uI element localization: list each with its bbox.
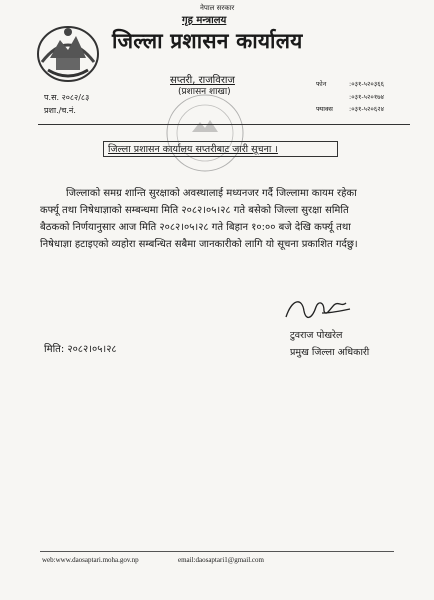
office-unit: (प्रशासन शाखा): [178, 87, 231, 97]
footer-divider: [40, 551, 394, 552]
body-line: जिल्लाको समग्र शान्ति सुरक्षाको अवस्थालाई मध्यनजर गर्दै जिल्लामा कायम रहेका: [66, 188, 357, 199]
office-address: सप्तरी, राजविराज: [170, 75, 235, 86]
header-divider: [38, 124, 410, 125]
ref-no: प.स. २०८२/८३: [44, 93, 90, 102]
notice-body: [40, 185, 398, 253]
body-line: निषेधाज्ञा हटाइएको व्यहोरा सम्बन्धित सबैमा जानकारीको लागि यो सूचना प्रकाशित गर्दछु।: [40, 239, 358, 250]
body-line: बैठकको निर्णयानुसार आज मिति २०८२।०५।२८ गते बिहान १०:०० बजे देखि कर्फ्यू तथा: [40, 222, 351, 233]
notice-subject: जिल्ला प्रशासन कार्यालय सप्तरीबाट जारी सूचना ।: [108, 144, 278, 155]
signer-name: टुवराज पोखरेल: [290, 330, 343, 341]
dispatch-no: प्रशा./च.नं.: [44, 106, 76, 115]
email-link[interactable]: email:daosaptari1@gmail.com: [178, 556, 264, 564]
handwritten-signature-icon: [282, 291, 354, 327]
signer-block: [290, 327, 369, 361]
phone-row: फोन :०३१-५२०३६६: [316, 80, 384, 88]
body-line: कर्फ्यू तथा निषेधाज्ञाको सम्बन्धमा मिति २०८२।०५।२८ गते बसेको जिल्ला सुरक्षा समिति: [40, 205, 349, 216]
phone-list: [316, 78, 384, 116]
notice-date: मिति: २०८२।०५।२८: [44, 344, 117, 355]
fax-row: फ्याक्स :०३१-५२०६२४: [316, 105, 384, 113]
government-label: नेपाल सरकार: [200, 4, 235, 12]
office-title: जिल्ला प्रशासन कार्यालय: [112, 29, 303, 53]
nepal-emblem-icon: [34, 22, 102, 86]
reference-numbers: [44, 91, 89, 117]
website-link[interactable]: web:www.daosaptari.moha.gov.np: [42, 556, 139, 564]
ministry-label: गृह मन्त्रालय: [182, 15, 227, 26]
signer-title: प्रमुख जिल्ला अधिकारी: [290, 347, 370, 358]
office-stamp-icon: [160, 88, 250, 178]
phone-row: :०३१-५२०१७४: [349, 92, 384, 101]
